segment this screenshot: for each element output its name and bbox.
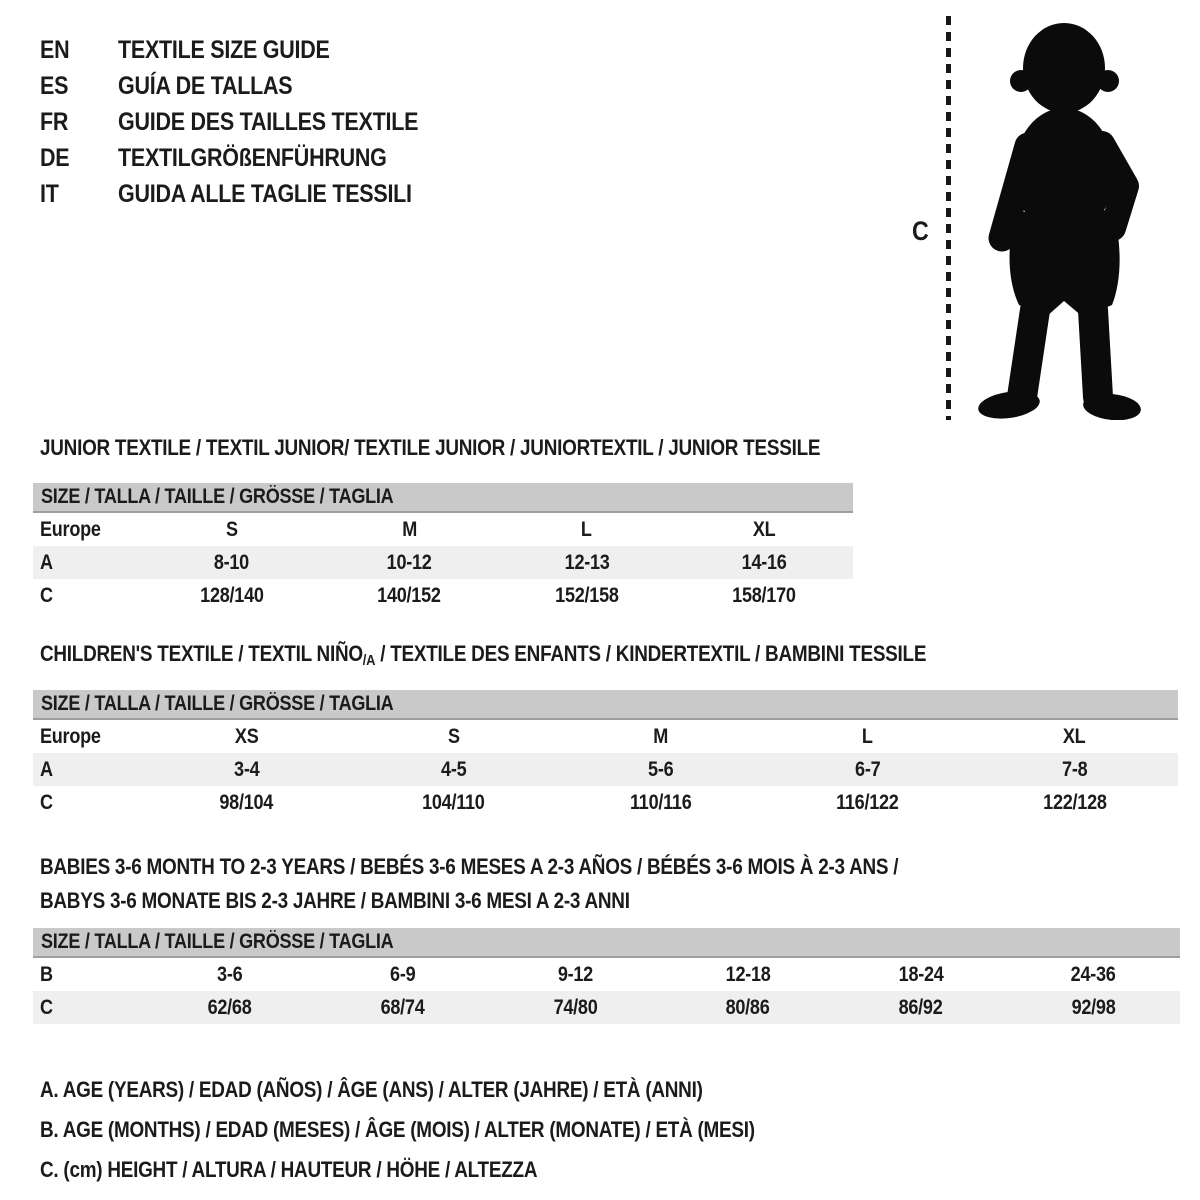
age-cell: 12-18	[725, 963, 771, 986]
height-cell: 68/74	[380, 996, 425, 1019]
language-row-it	[40, 176, 467, 212]
height-measure-dashed-line	[946, 16, 951, 420]
language-label: GUÍA DE TALLAS	[118, 72, 293, 100]
size-header-bar: SIZE / TALLA / TAILLE / GRÖSSE / TAGLIA	[33, 483, 853, 513]
size-cell: M	[653, 725, 668, 748]
table-row-europe	[33, 720, 1178, 753]
height-cell: 74/80	[553, 996, 598, 1019]
language-code: DE	[40, 144, 70, 172]
row-label-cell: A	[40, 551, 53, 574]
size-header-bar: SIZE / TALLA / TAILLE / GRÖSSE / TAGLIA	[33, 928, 1180, 958]
age-cell: 4-5	[440, 758, 467, 781]
height-cell: 122/128	[1042, 791, 1107, 814]
row-label-cell: Europe	[40, 725, 101, 748]
row-label-cell: A	[40, 758, 53, 781]
age-cell: 14-16	[741, 551, 787, 574]
age-cell: 9-12	[557, 963, 593, 986]
size-cell: L	[862, 725, 873, 748]
height-cell: 62/68	[207, 996, 252, 1019]
height-cell: 158/170	[732, 584, 796, 607]
size-cell: XL	[1063, 725, 1086, 748]
row-label-cell: C	[40, 791, 53, 814]
row-label-cell: Europe	[40, 518, 101, 541]
age-cell: 12-13	[564, 551, 610, 574]
language-code: IT	[40, 180, 59, 208]
table-row-age-years	[33, 753, 1178, 786]
children-size-table	[33, 690, 1178, 819]
height-cell: 104/110	[422, 791, 485, 814]
size-cell: S	[447, 725, 460, 748]
legend-line-b: B. AGE (MONTHS) / EDAD (MESES) / ÂGE (MOIS) / ALTER (MONATE) / ETÀ (MESI)	[40, 1117, 755, 1142]
table-row-age-years	[33, 546, 853, 579]
age-cell: 5-6	[647, 758, 674, 781]
size-cell: XS	[234, 725, 259, 748]
size-header-bar: SIZE / TALLA / TAILLE / GRÖSSE / TAGLIA	[33, 690, 1178, 720]
age-cell: 10-12	[386, 551, 432, 574]
babies-section-title: BABIES 3-6 MONTH TO 2-3 YEARS / BEBÉS 3-6 MESES A 2-3 AÑOS / BÉBÉS 3-6 MOIS À 2-3 ANS / BABYS 3-6 MONATE BIS 2-3 JAHRE / BAMBINI 3-6 MESI A 2-3 ANNI	[40, 854, 899, 913]
language-label: GUIDE DES TAILLES TEXTILE	[118, 108, 419, 136]
language-code: FR	[40, 108, 69, 136]
table-row-age-months	[33, 958, 1180, 991]
language-label: TEXTILE SIZE GUIDE	[118, 36, 330, 64]
language-code: ES	[40, 72, 69, 100]
row-label-cell: C	[40, 584, 53, 607]
nino-a-subscript: /A	[362, 652, 376, 669]
language-label: TEXTILGRÖßENFÜHRUNG	[118, 144, 387, 172]
table-row-europe	[33, 513, 853, 546]
junior-section-title: JUNIOR TEXTILE / TEXTIL JUNIOR/ TEXTILE JUNIOR / JUNIORTEXTIL / JUNIOR TESSILE	[40, 435, 821, 460]
language-row-de	[40, 140, 467, 176]
legend-line-a: A. AGE (YEARS) / EDAD (AÑOS) / ÂGE (ANS) / ALTER (JAHRE) / ETÀ (ANNI)	[40, 1077, 703, 1102]
height-cell: 140/152	[377, 584, 441, 607]
height-cell: 116/122	[836, 791, 899, 814]
height-cell: 80/86	[725, 996, 770, 1019]
age-cell: 18-24	[898, 963, 944, 986]
toddler-silhouette-icon	[962, 14, 1167, 420]
height-measure-label: C	[912, 216, 929, 246]
size-cell: S	[225, 518, 238, 541]
language-label: GUIDA ALLE TAGLIE TESSILI	[118, 180, 412, 208]
table-row-height-cm	[33, 786, 1178, 819]
size-cell: XL	[752, 518, 776, 541]
height-cell: 86/92	[898, 996, 943, 1019]
children-section-title: CHILDREN'S TEXTILE / TEXTIL $NIÑO_{/A}$ / TEXTILE DES ENFANTS / KINDERTEXTIL / BAMBINI TESSILE	[40, 641, 927, 669]
height-cell: 98/104	[219, 791, 274, 814]
height-cell: 128/140	[200, 584, 264, 607]
height-cell: 92/98	[1071, 996, 1116, 1019]
language-row-en	[40, 32, 467, 68]
age-cell: 3-4	[233, 758, 260, 781]
size-cell: L	[581, 518, 593, 541]
language-row-fr	[40, 104, 467, 140]
table-row-height-cm	[33, 991, 1180, 1024]
age-cell: 6-7	[854, 758, 881, 781]
junior-size-table	[33, 483, 853, 612]
table-row-height-cm	[33, 579, 853, 612]
age-cell: 3-6	[216, 963, 243, 986]
legend-line-c: C. (cm) HEIGHT / ALTURA / HAUTEUR / HÖHE / ALTEZZA	[40, 1157, 538, 1182]
measurement-legend	[40, 1070, 871, 1190]
language-row-es	[40, 68, 467, 104]
size-cell: M	[401, 518, 417, 541]
age-cell: 8-10	[214, 551, 250, 574]
language-code: EN	[40, 36, 70, 64]
age-cell: 7-8	[1061, 758, 1088, 781]
age-cell: 24-36	[1071, 963, 1117, 986]
babies-size-table	[33, 928, 1180, 1024]
row-label-cell: C	[40, 996, 53, 1019]
language-title-block	[40, 32, 467, 212]
row-label-cell: B	[40, 963, 53, 986]
age-cell: 6-9	[389, 963, 415, 986]
height-cell: 110/116	[629, 791, 692, 814]
height-cell: 152/158	[555, 584, 619, 607]
